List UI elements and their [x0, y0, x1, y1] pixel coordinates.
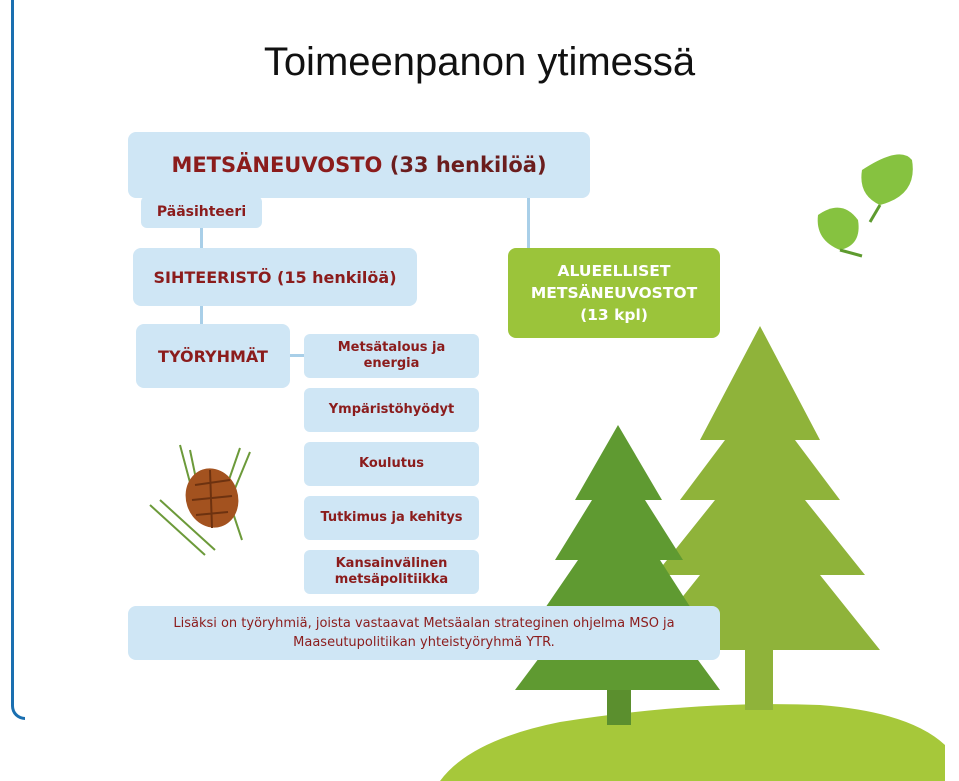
working-groups-label: TYÖRYHMÄT [136, 324, 290, 388]
secretariat-box: SIHTEERISTÖ (15 henkilöä) [133, 248, 417, 306]
working-group-line1: Metsätalous ja [337, 340, 446, 355]
connector-main-regional [527, 198, 530, 248]
regional-line1: ALUEELLISET [557, 262, 671, 280]
working-group-item [304, 496, 479, 540]
working-group-line1: Kansainvälinen [335, 556, 448, 571]
working-group-line1: Tutkimus ja kehitys [320, 510, 463, 525]
council-members: (33 henkilöä) [389, 153, 547, 177]
pine-cone-icon [150, 445, 250, 555]
working-group-item [304, 334, 479, 378]
leaf-icon [818, 154, 913, 256]
connector-groups-wg [290, 354, 304, 357]
secretary-box: Pääsihteeri [141, 196, 262, 228]
working-group-line2: metsäpolitiikka [334, 572, 449, 587]
council-box [128, 132, 590, 198]
regional-line2: METSÄNEUVOSTOT [530, 284, 698, 302]
working-group-item [304, 388, 479, 432]
working-group-line1: Ympäristöhyödyt [328, 402, 455, 417]
regional-councils-box [508, 248, 720, 338]
note-box [128, 606, 720, 660]
hill [440, 704, 945, 781]
note-line1: Lisäksi on työryhmiä, joista vastaavat Metsäalan strateginen ohjelma MSO ja [173, 616, 675, 631]
working-group-item [304, 442, 479, 486]
working-group-item [304, 550, 479, 594]
working-group-line1: Koulutus [359, 456, 424, 471]
council-name: METSÄNEUVOSTO [171, 153, 383, 177]
note-line2: Maaseutupolitiikan yhteistyöryhmä YTR. [293, 635, 555, 650]
regional-line3: (13 kpl) [580, 306, 648, 324]
connector-office-groups [200, 306, 203, 324]
page-title: Toimeenpanon ytimessä [263, 40, 696, 84]
working-group-line2: energia [363, 356, 420, 371]
